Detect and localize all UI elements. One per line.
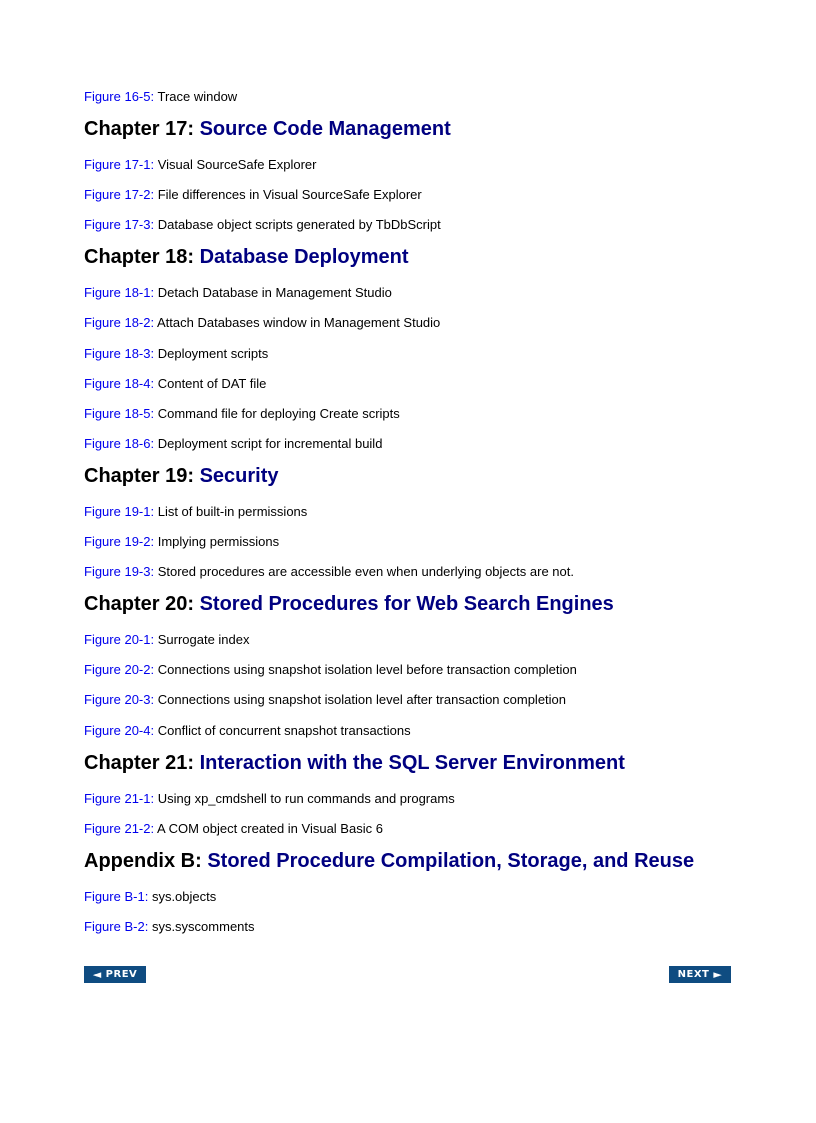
figure-entry (84, 184, 744, 214)
chapter-prefix: Chapter 19: (84, 464, 200, 487)
arrow-left-icon: ◄ (92, 968, 102, 981)
chapter-title-link[interactable]: Database Deployment (199, 246, 409, 269)
figure-link[interactable]: Figure 18-3: (84, 345, 155, 361)
arrow-right-icon: ► (713, 968, 723, 981)
next-label: NEXT (677, 969, 710, 980)
figure-link[interactable]: Figure 17-2: (84, 187, 155, 203)
chapter-prefix: Chapter 17: (84, 118, 200, 141)
figure-entry (84, 531, 744, 561)
figure-caption: sys.objects (151, 888, 217, 904)
figure-entry (84, 154, 744, 184)
figure-link[interactable]: Figure 20-4: (84, 722, 155, 738)
figure-link[interactable]: Figure 21-2: (84, 820, 155, 836)
figure-entry (84, 561, 744, 591)
chapter-heading (84, 591, 744, 629)
figure-caption: Surrogate index (157, 632, 250, 648)
figure-entry (84, 343, 744, 373)
figure-entry (84, 689, 744, 719)
figure-caption: Detach Database in Management Studio (157, 285, 392, 301)
figure-caption: Conflict of concurrent snapshot transactions (157, 722, 411, 738)
chapter-title-link[interactable]: Interaction with the SQL Server Environment (199, 751, 625, 774)
figure-caption: Content of DAT file (157, 375, 267, 391)
figure-entry (84, 433, 744, 463)
figure-link[interactable]: Figure 19-1: (84, 503, 155, 519)
figure-caption: Connections using snapshot isolation level after transaction completion (157, 692, 567, 708)
figure-entry (84, 403, 744, 433)
figure-caption: Trace window (157, 89, 238, 104)
chapter-prefix: Appendix B: (84, 849, 208, 872)
prev-button[interactable] (84, 966, 146, 983)
figure-entry (84, 916, 744, 946)
figure-caption: Implying permissions (157, 534, 280, 550)
figure-link[interactable]: Figure 20-3: (84, 692, 155, 708)
figure-entry (84, 373, 744, 403)
figure-link[interactable]: Figure 18-5: (84, 405, 155, 421)
chapter-title-link[interactable]: Source Code Management (199, 118, 451, 141)
chapter-heading (84, 848, 744, 886)
figure-entry (84, 282, 744, 312)
figure-caption: sys.syscomments (151, 918, 255, 934)
figure-entry (84, 312, 744, 342)
figure-link[interactable]: Figure B-1: (84, 888, 149, 904)
figure-entry (84, 886, 744, 916)
figure-caption: Deployment script for incremental build (157, 435, 383, 451)
chapter-title-link[interactable]: Security (199, 464, 279, 487)
figure-link[interactable]: Figure 17-3: (84, 217, 155, 233)
figure-entry (84, 214, 744, 244)
chapter-title-link[interactable]: Stored Procedures for Web Search Engines (199, 593, 614, 616)
figure-entry (84, 659, 744, 689)
figure-link[interactable]: Figure 19-2: (84, 534, 155, 550)
figure-link[interactable]: Figure 19-3: (84, 564, 155, 580)
figure-caption: List of built-in permissions (157, 503, 308, 519)
figure-entry (84, 788, 744, 818)
figure-caption: Stored procedures are accessible even when underlying objects are not. (157, 564, 574, 580)
figure-link[interactable]: Figure 21-1: (84, 790, 155, 806)
figure-caption: Database object scripts generated by TbDbScript (157, 217, 441, 233)
figure-link[interactable]: Figure 20-2: (84, 662, 155, 678)
figure-link[interactable]: Figure 18-2: (84, 315, 155, 331)
chapter-prefix: Chapter 18: (84, 246, 200, 269)
figure-caption: Using xp_cmdshell to run commands and programs (157, 790, 455, 806)
figure-entry (84, 629, 744, 659)
figure-link[interactable]: Figure 18-4: (84, 375, 155, 391)
figure-caption: Command file for deploying Create scripts (157, 405, 400, 421)
prev-label: PREV (105, 969, 138, 980)
figure-entry (84, 501, 744, 531)
figure-caption: Deployment scripts (157, 345, 269, 361)
figure-caption: Connections using snapshot isolation level before transaction completion (157, 662, 577, 678)
figure-entry (84, 720, 744, 750)
figure-link[interactable]: Figure 16-5: (84, 89, 155, 104)
figure-caption: Visual SourceSafe Explorer (157, 157, 317, 173)
figure-entry (84, 86, 744, 116)
figure-list (84, 86, 744, 946)
figure-entry (84, 818, 744, 848)
chapter-heading (84, 116, 744, 154)
figure-link[interactable]: Figure 18-6: (84, 435, 155, 451)
figure-caption: A COM object created in Visual Basic 6 (157, 820, 383, 836)
next-button[interactable] (669, 966, 731, 983)
figure-link[interactable]: Figure B-2: (84, 918, 149, 934)
chapter-heading (84, 463, 744, 501)
figure-link[interactable]: Figure 17-1: (84, 157, 155, 173)
figure-caption: Attach Databases window in Management Studio (157, 315, 441, 331)
chapter-heading (84, 244, 744, 282)
figure-link[interactable]: Figure 18-1: (84, 285, 155, 301)
figure-link[interactable]: Figure 20-1: (84, 632, 155, 648)
figure-caption: File differences in Visual SourceSafe Explorer (157, 187, 422, 203)
chapter-prefix: Chapter 20: (84, 593, 200, 616)
chapter-title-link[interactable]: Stored Procedure Compilation, Storage, and Reuse (207, 849, 695, 872)
chapter-heading (84, 750, 744, 788)
chapter-prefix: Chapter 21: (84, 751, 200, 774)
